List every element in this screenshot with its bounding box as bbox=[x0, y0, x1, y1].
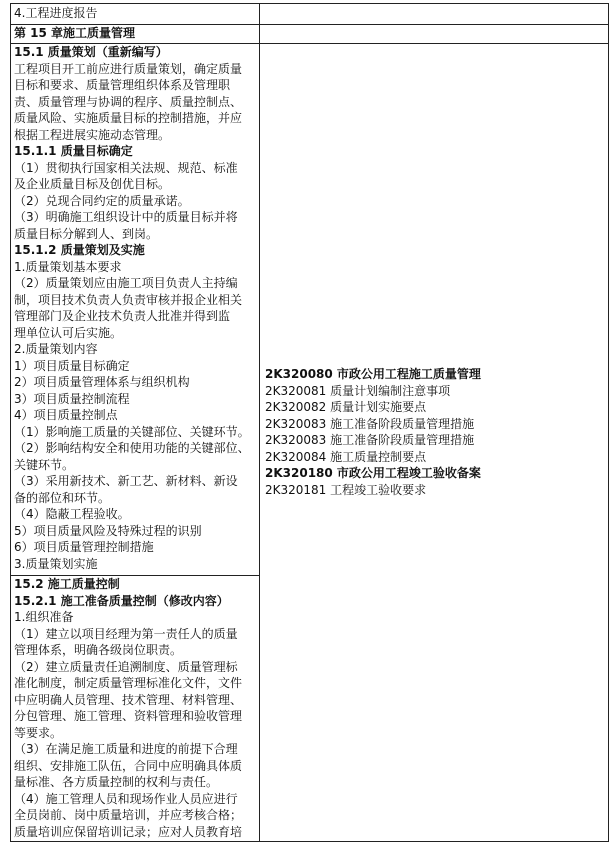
block1-line: 关键环节。 bbox=[14, 457, 75, 472]
block1-line: 备的部位和环节。 bbox=[14, 490, 111, 505]
block1-line: 责、质量管理与协调的程序、质量控制点、 bbox=[14, 94, 243, 109]
block1-line: 1）项目质量目标确定 bbox=[14, 358, 130, 373]
block2-line: （3）在满足施工质量和进度的前提下合理 bbox=[14, 742, 238, 756]
block2-line: 中应明确人员管理、技术管理、材料管理、 bbox=[14, 692, 243, 707]
block1-line: 4）项目质量控制点 bbox=[14, 408, 118, 422]
block1-line: 管理部门及企业技术负责人批准并得到监 bbox=[14, 309, 231, 323]
right_items-line: 2K320083 施工准备阶段质量管理措施 bbox=[265, 416, 475, 431]
block2-line: 量标准、各方质量控制的权利与责任。 bbox=[14, 775, 219, 789]
right_items-line: 2K320084 施工质量控制要点 bbox=[265, 449, 427, 464]
block2-line: 等要求。 bbox=[14, 725, 63, 740]
right_items-line: 2K320080 市政公用工程施工质量管理 bbox=[265, 367, 481, 381]
column-divider bbox=[259, 4, 260, 841]
block2-line: 15.2.1 施工准备质量控制（修改内容） bbox=[14, 593, 229, 608]
block1-line: 工程项目开工前应进行质量策划，确定质量 bbox=[14, 61, 243, 76]
block1-line: 根据工程进展实施动态管理。 bbox=[14, 127, 171, 142]
block1-line: 6）项目质量管理控制措施 bbox=[14, 540, 154, 554]
block2-line: 全员岗前、岗中质量培训，并应考核合格； bbox=[14, 808, 243, 822]
block2-line: 组织、安排施工队伍，合同中应明确具体质 bbox=[14, 758, 243, 773]
block2-line: 1.组织准备 bbox=[14, 610, 74, 624]
block1-line: （1）贯彻执行国家相关法规、规范、标准 bbox=[14, 160, 238, 175]
block1-line: 2）项目质量管理体系与组织机构 bbox=[14, 375, 190, 389]
block1-line: 质量目标分解到人、到岗。 bbox=[14, 226, 159, 241]
right_items-line: 2K320083 施工准备阶段质量管理措施 bbox=[265, 433, 475, 447]
block1-line: （3）采用新技术、新工艺、新材料、新设 bbox=[14, 474, 238, 488]
right_items-line: 2K320180 市政公用工程竣工验收备案 bbox=[265, 466, 481, 480]
block1-line: 15.1.2 质量策划及实施 bbox=[14, 243, 145, 257]
block2-line: （1）建立以项目经理为第一责任人的质量 bbox=[14, 626, 238, 641]
block1-line: （1）影响施工质量的关键部位、关键环节。 bbox=[14, 424, 250, 439]
block1-line: 3）项目质量控制流程 bbox=[14, 391, 130, 406]
chapter-title: 第 15 章施工质量管理 bbox=[14, 26, 136, 40]
block2-line: 15.2 施工质量控制 bbox=[14, 577, 120, 591]
block1-line: （4）隐蔽工程验收。 bbox=[14, 507, 130, 521]
block1-line: 15.1.1 质量目标确定 bbox=[14, 144, 133, 158]
block2-line: （2）建立质量责任追溯制度、质量管理标 bbox=[14, 659, 238, 674]
block1-line: （2）兑现合同约定的质量承诺。 bbox=[14, 193, 190, 208]
block2-line: 准化制度，制定质量管理标准化文件，文件 bbox=[14, 676, 243, 690]
block1-line: 目标和要求、质量管理组织体系及管理职 bbox=[14, 78, 231, 92]
block2-line: （4）施工管理人员和现场作业人员应进行 bbox=[14, 791, 238, 806]
block1-line: 理单位认可后实施。 bbox=[14, 325, 123, 340]
block1-line: 2.质量策划内容 bbox=[14, 342, 98, 356]
block1-line: （2）质量策划应由施工项目负责人主持编 bbox=[14, 276, 238, 290]
block1-line: 及企业质量目标及创优目标。 bbox=[14, 177, 171, 191]
block1-line: 1.质量策划基本要求 bbox=[14, 259, 122, 274]
block2-line: 管理体系，明确各级岗位职责。 bbox=[14, 643, 183, 657]
block1-line: （3）明确施工组织设计中的质量目标并将 bbox=[14, 210, 238, 224]
right_items-line: 2K320181 工程竣工验收要求 bbox=[265, 482, 427, 497]
right_items-line: 2K320081 质量计划编制注意事项 bbox=[265, 383, 451, 398]
block1-line: 制，项目技术负责人负责审核并报企业相关 bbox=[14, 292, 243, 307]
block1-line: 3.质量策划实施 bbox=[14, 556, 98, 571]
block2-line: 质量培训应保留培训记录；应对人员教育培 bbox=[14, 824, 243, 839]
block1-line: （2）影响结构安全和使用功能的关键部位、 bbox=[14, 441, 250, 455]
block1-line: 5）项目质量风险及特殊过程的识别 bbox=[14, 523, 202, 538]
right_items-line: 2K320082 质量计划实施要点 bbox=[265, 400, 427, 414]
block1-line: 15.1 质量策划（重新编写） bbox=[14, 45, 168, 59]
block2-line: 分包管理、施工管理、资料管理和验收管理 bbox=[14, 709, 243, 723]
outline-table bbox=[10, 3, 609, 842]
block1-line: 质量风险、实施质量目标的控制措施，并应 bbox=[14, 111, 243, 125]
row1-text: 4.工程进度报告 bbox=[14, 6, 98, 20]
